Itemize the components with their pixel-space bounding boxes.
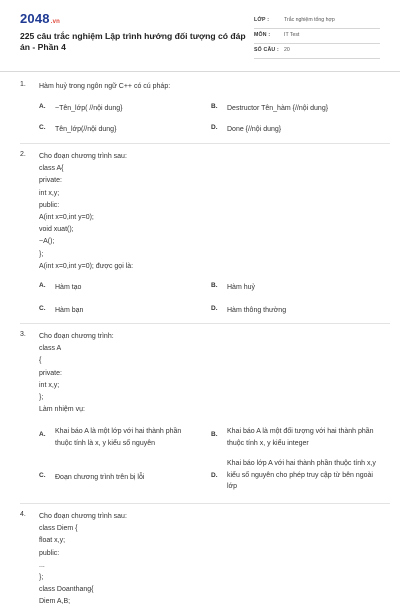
question-line: int x,y;: [39, 381, 60, 389]
option-letter: D.: [211, 305, 218, 312]
meta-label: MÔN :: [254, 32, 271, 38]
question-line: };: [39, 394, 44, 402]
question-line: public:: [39, 549, 60, 557]
question-line: class A{: [39, 165, 64, 173]
option-text: Đoạn chương trình trên bị lỗi: [55, 474, 145, 481]
option-text: Hàm bạn: [55, 307, 84, 314]
divider: [20, 503, 390, 504]
option-text: Khai báo A là một đối tượng với hai thành phần thuộc tính x, y kiểu integer: [227, 428, 374, 447]
meta-row-count: [254, 44, 380, 59]
logo-text: 2048: [20, 11, 50, 26]
logo[interactable]: [20, 11, 60, 26]
meta-row-subject: [254, 29, 380, 44]
option-letter: A.: [39, 431, 46, 438]
option-letter: D.: [211, 124, 218, 131]
option-text: Done {//nội dung}: [227, 126, 282, 133]
question-number: 1.: [20, 81, 26, 88]
question-line: class A: [39, 345, 62, 353]
option-text: Hàm huỷ: [227, 284, 256, 291]
question-line: A(int x=0,int y=0); được gọi là:: [39, 262, 134, 270]
question-line: A(int x=0,int y=0);: [39, 214, 94, 222]
meta-row-class: [254, 14, 380, 29]
option-letter: D.: [211, 472, 218, 479]
question-line: class Diem {: [39, 525, 78, 533]
meta-table: [254, 14, 380, 59]
question-stem: [39, 81, 379, 93]
question-2: [20, 151, 390, 319]
question-line: };: [39, 250, 44, 258]
question-line: Làm nhiệm vụ:: [39, 406, 85, 414]
option-text: ~Tên_lớp( //nội dung}: [55, 105, 123, 112]
question-stem: [39, 511, 379, 609]
question-number: 3.: [20, 331, 26, 338]
option-letter: B.: [211, 431, 218, 438]
question-number: 2.: [20, 151, 26, 158]
question-4: [20, 511, 390, 606]
question-line: Cho đoạn chương trình sau:: [39, 513, 127, 520]
meta-label: LỚP :: [254, 17, 270, 23]
option-letter: A.: [39, 103, 46, 110]
option-text: Hàm tạo: [55, 284, 82, 291]
option-text: Tên_lớp(//nội dung}: [55, 126, 117, 133]
divider: [20, 143, 390, 144]
option-letter: C.: [39, 472, 46, 479]
question-line: Cho đoạn chương trình sau:: [39, 153, 127, 160]
question-3: [20, 331, 390, 501]
question-line: };: [39, 574, 44, 582]
question-stem: [39, 331, 379, 416]
meta-value: 20: [284, 47, 290, 53]
option-letter: A.: [39, 282, 46, 289]
option-text: Khai báo A là một lớp với hai thành phần thuộc tính là x, y kiểu số nguyên: [55, 428, 182, 447]
option-letter: C.: [39, 124, 46, 131]
divider: [20, 323, 390, 324]
meta-value: IT Test: [284, 32, 300, 38]
page-title: 225 câu trắc nghiệm Lập trình hướng đối tượng có đáp án - Phần 4: [20, 31, 246, 52]
option-letter: B.: [211, 282, 218, 289]
question-line: private:: [39, 177, 62, 185]
meta-value: Trắc nghiệm tổng hợp: [284, 17, 335, 23]
question-number: 4.: [20, 511, 26, 518]
question-line: int x,y;: [39, 189, 60, 197]
question-line: ~A();: [39, 238, 55, 246]
meta-label: SỐ CÂU :: [254, 47, 279, 53]
question-line: Hàm huỷ trong ngôn ngữ C++ có cú pháp:: [39, 83, 171, 90]
option-letter: B.: [211, 103, 218, 110]
option-text: Khai báo lớp A với hai thành phần thuộc tính x,y kiểu số nguyên cho phép truy cập từ bên ngoài lớp: [227, 460, 376, 490]
option-text: Hàm thông thường: [227, 307, 287, 314]
option-letter: C.: [39, 305, 46, 312]
question-line: {: [39, 357, 42, 365]
question-stem: [39, 151, 379, 273]
question-line: private:: [39, 369, 62, 377]
question-line: void xuat();: [39, 226, 74, 234]
question-line: class Doanthang{: [39, 586, 94, 594]
header: [0, 0, 400, 72]
question-1: [20, 81, 390, 141]
logo-suffix: .vn: [50, 19, 61, 25]
question-line: public:: [39, 201, 60, 209]
question-line: ...: [39, 561, 45, 569]
question-line: Diem A,B;: [39, 598, 71, 606]
question-line: Cho đoạn chương trình:: [39, 333, 114, 340]
option-text: Destructor Tên_hàm {//nội dung}: [227, 105, 329, 112]
question-line: float x,y;: [39, 537, 66, 545]
